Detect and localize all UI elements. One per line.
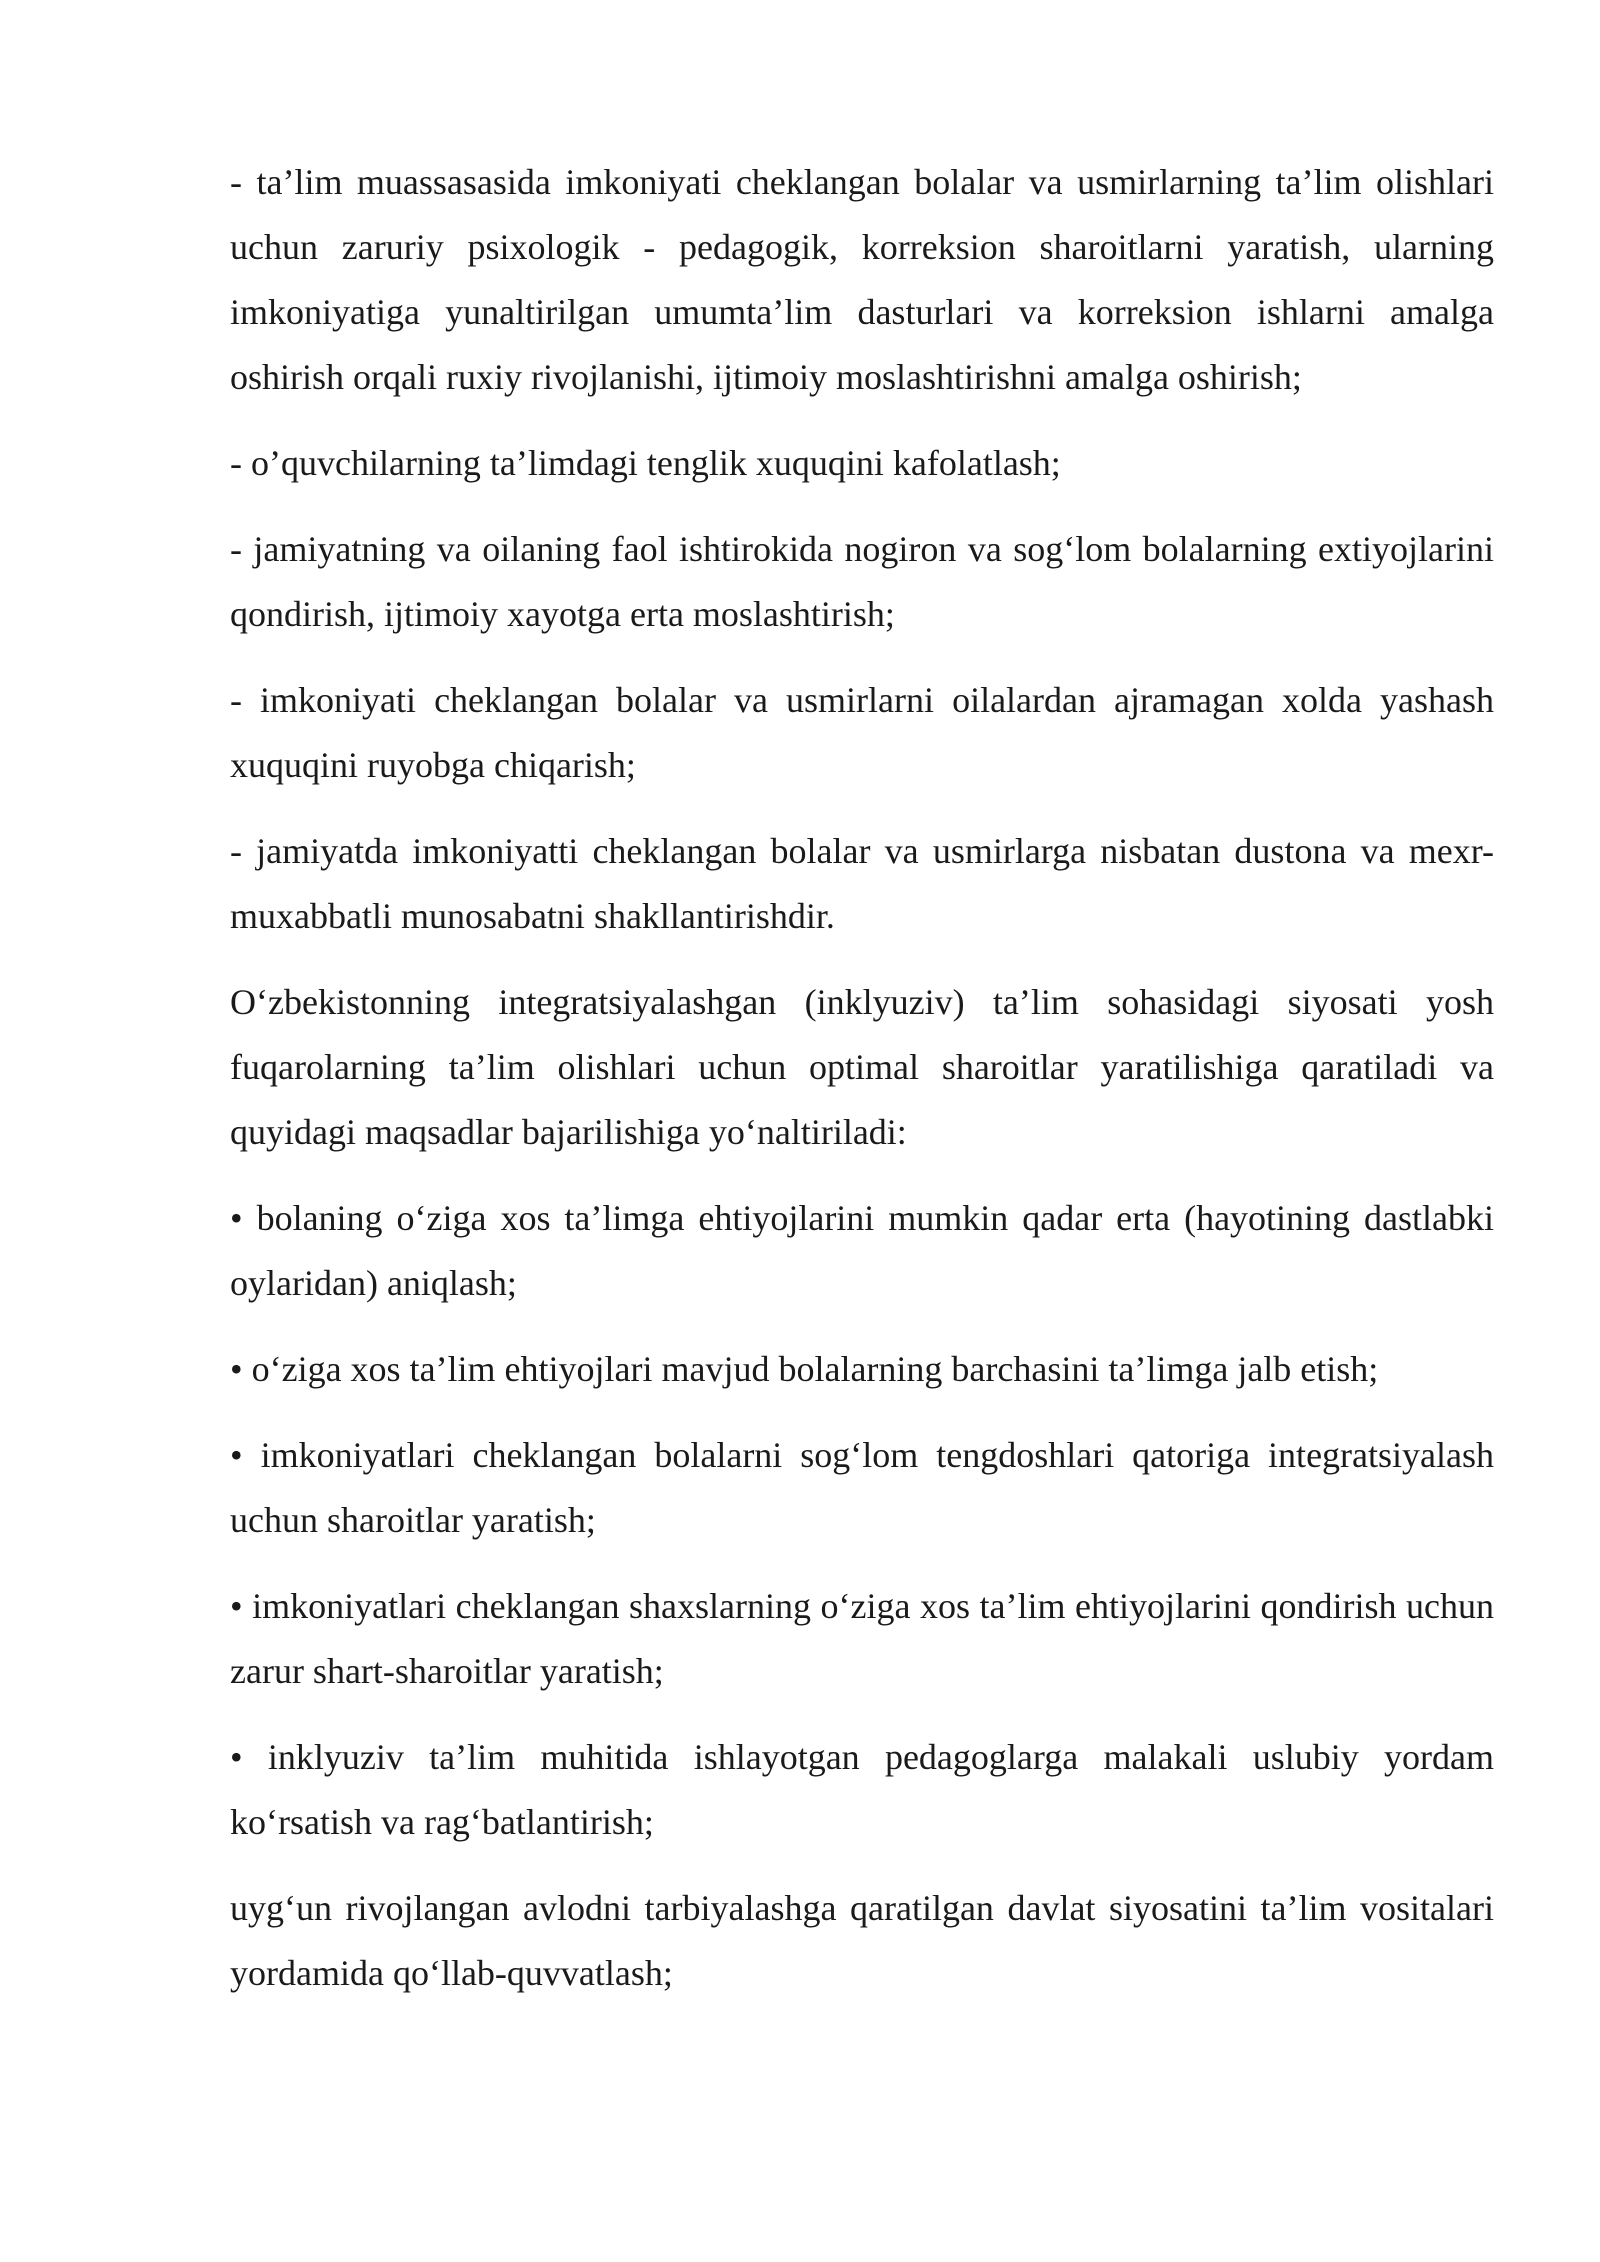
paragraph-3: - jamiyatning va oilaning faol ishtirokida nogiron va sog‘lom bolalarning extiyojlarini qondirish, ijtimoiy xayotga erta moslashtirish; <box>230 529 1494 634</box>
paragraph-6: O‘zbekistonning integratsiyalashgan (inklyuziv) ta’lim sohasidagi siyosati yosh fuqarolarning ta’lim olishlari uchun optimal sharoitlar yaratilishiga qaratiladi va quyidagi maqsadlar bajarilishiga yo‘naltiriladi: <box>230 982 1494 1152</box>
paragraph-4: - imkoniyati cheklangan bolalar va usmirlarni oilalardan ajramagan xolda yashash xuquqini ruyobga chiqarish; <box>230 680 1494 785</box>
paragraph-last: uyg‘un rivojlangan avlodni tarbiyalashga qaratilgan davlat siyosatini ta’lim vositalari yordamida qo‘llab-quvvatlash; <box>230 1888 1494 1993</box>
bullet-item-1: • bolaning o‘ziga xos ta’limga ehtiyojlarini mumkin qadar erta (hayotining dastlabki oylaridan) aniqlash; <box>230 1198 1494 1303</box>
bullet-item-5: • inklyuziv ta’lim muhitida ishlayotgan pedagoglarga malakali uslubiy yordam ko‘rsatish va rag‘batlantirish; <box>230 1737 1494 1842</box>
paragraph-2: - o’quvchilarning ta’limdagi tenglik xuquqini kafolatlash; <box>230 443 1061 483</box>
bullet-item-2: • o‘ziga xos ta’lim ehtiyojlari mavjud bolalarning barchasini ta’limga jalb etish; <box>230 1349 1379 1389</box>
paragraph-5: - jamiyatda imkoniyatti cheklangan bolalar va usmirlarga nisbatan dustona va mexr-muxabbatli munosabatni shakllantirishdir. <box>230 831 1494 936</box>
document-body <box>230 150 1494 2027</box>
paragraph-1: - ta’lim muassasasida imkoniyati cheklangan bolalar va usmirlarning ta’lim olishlari uchun zaruriy psixologik - pedagogik, korreksion sharoitlarni yaratish, ularning imkoniyatiga yunaltirilgan umumta’lim dasturlari va korreksion ishlarni amalga oshirish orqali ruxiy rivojlanishi, ijtimoiy moslashtirishni amalga oshirish; <box>230 162 1494 397</box>
bullet-item-4: • imkoniyatlari cheklangan shaxslarning o‘ziga xos ta’lim ehtiyojlarini qondirish uchun zarur shart-sharoitlar yaratish; <box>230 1586 1494 1691</box>
bullet-item-3: • imkoniyatlari cheklangan bolalarni sog‘lom tengdoshlari qatoriga integratsiyalash uchun sharoitlar yaratish; <box>230 1435 1494 1540</box>
